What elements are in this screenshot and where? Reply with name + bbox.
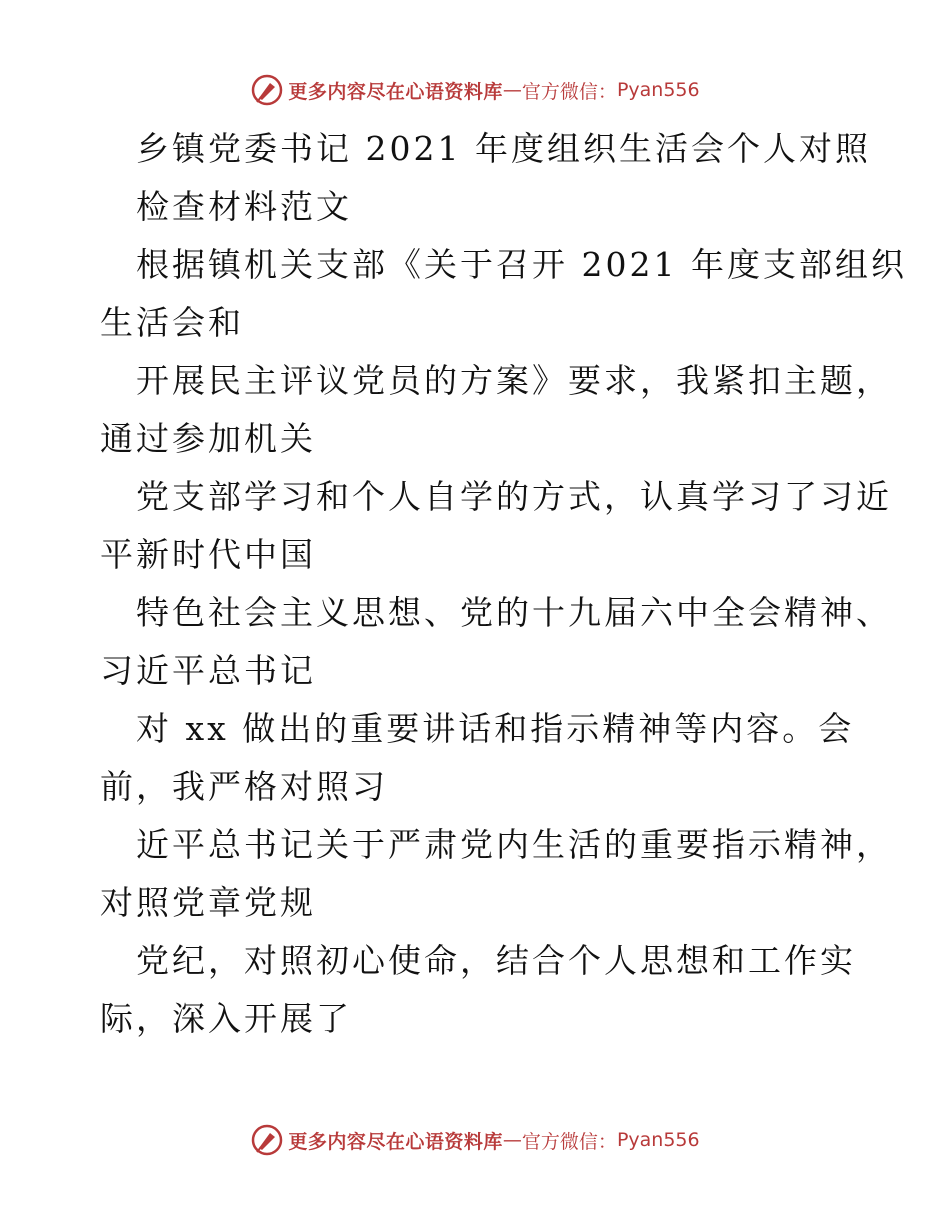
footer-watermark bbox=[0, 1120, 950, 1160]
paragraph-line: 前，我严格对照习 bbox=[100, 767, 388, 806]
paragraph-line: 平新时代中国 bbox=[100, 535, 316, 574]
watermark-wechat-id: Pyan556 bbox=[616, 79, 700, 101]
watermark-wechat-label: 官方微信： bbox=[521, 80, 617, 103]
document-title-line-2: 检查材料范文 bbox=[136, 187, 352, 226]
paragraph-line: 党支部学习和个人自学的方式，认真学习了习近 bbox=[136, 477, 892, 516]
paragraph-line: 习近平总书记 bbox=[100, 651, 316, 690]
watermark-wechat-label: 官方微信： bbox=[521, 1130, 617, 1153]
header-watermark bbox=[0, 70, 950, 110]
watermark-wechat-id: Pyan556 bbox=[616, 1129, 700, 1151]
paragraph-line: 特色社会主义思想、党的十九届六中全会精神、 bbox=[136, 593, 892, 632]
paragraph-line: 近平总书记关于严肃党内生活的重要指示精神， bbox=[136, 825, 892, 864]
watermark-dash: — bbox=[502, 1129, 522, 1151]
paragraph-line: 对照党章党规 bbox=[100, 883, 316, 922]
paragraph-line: 根据镇机关支部《关于召开 2021 年度支部组织 bbox=[136, 245, 907, 284]
paragraph-line: 党纪，对照初心使命，结合个人思想和工作实 bbox=[136, 941, 856, 980]
paragraph-line: 开展民主评议党员的方案》要求，我紧扣主题， bbox=[136, 361, 892, 400]
watermark-dash: — bbox=[502, 79, 522, 101]
document-body bbox=[100, 120, 907, 1048]
watermark-brand: 更多内容尽在心语资料库 bbox=[288, 80, 503, 103]
paragraph-line: 际，深入开展了 bbox=[100, 999, 352, 1038]
paragraph-line: 通过参加机关 bbox=[100, 419, 316, 458]
paragraph-line: 生活会和 bbox=[100, 303, 244, 342]
watermark-brand: 更多内容尽在心语资料库 bbox=[288, 1130, 503, 1153]
paragraph-line: 对 xx 做出的重要讲话和指示精神等内容。会 bbox=[136, 709, 855, 748]
pen-nib-logo-icon bbox=[250, 1123, 284, 1157]
document-title-line-1: 乡镇党委书记 2021 年度组织生活会个人对照 bbox=[136, 129, 871, 168]
pen-nib-logo-icon bbox=[250, 73, 284, 107]
